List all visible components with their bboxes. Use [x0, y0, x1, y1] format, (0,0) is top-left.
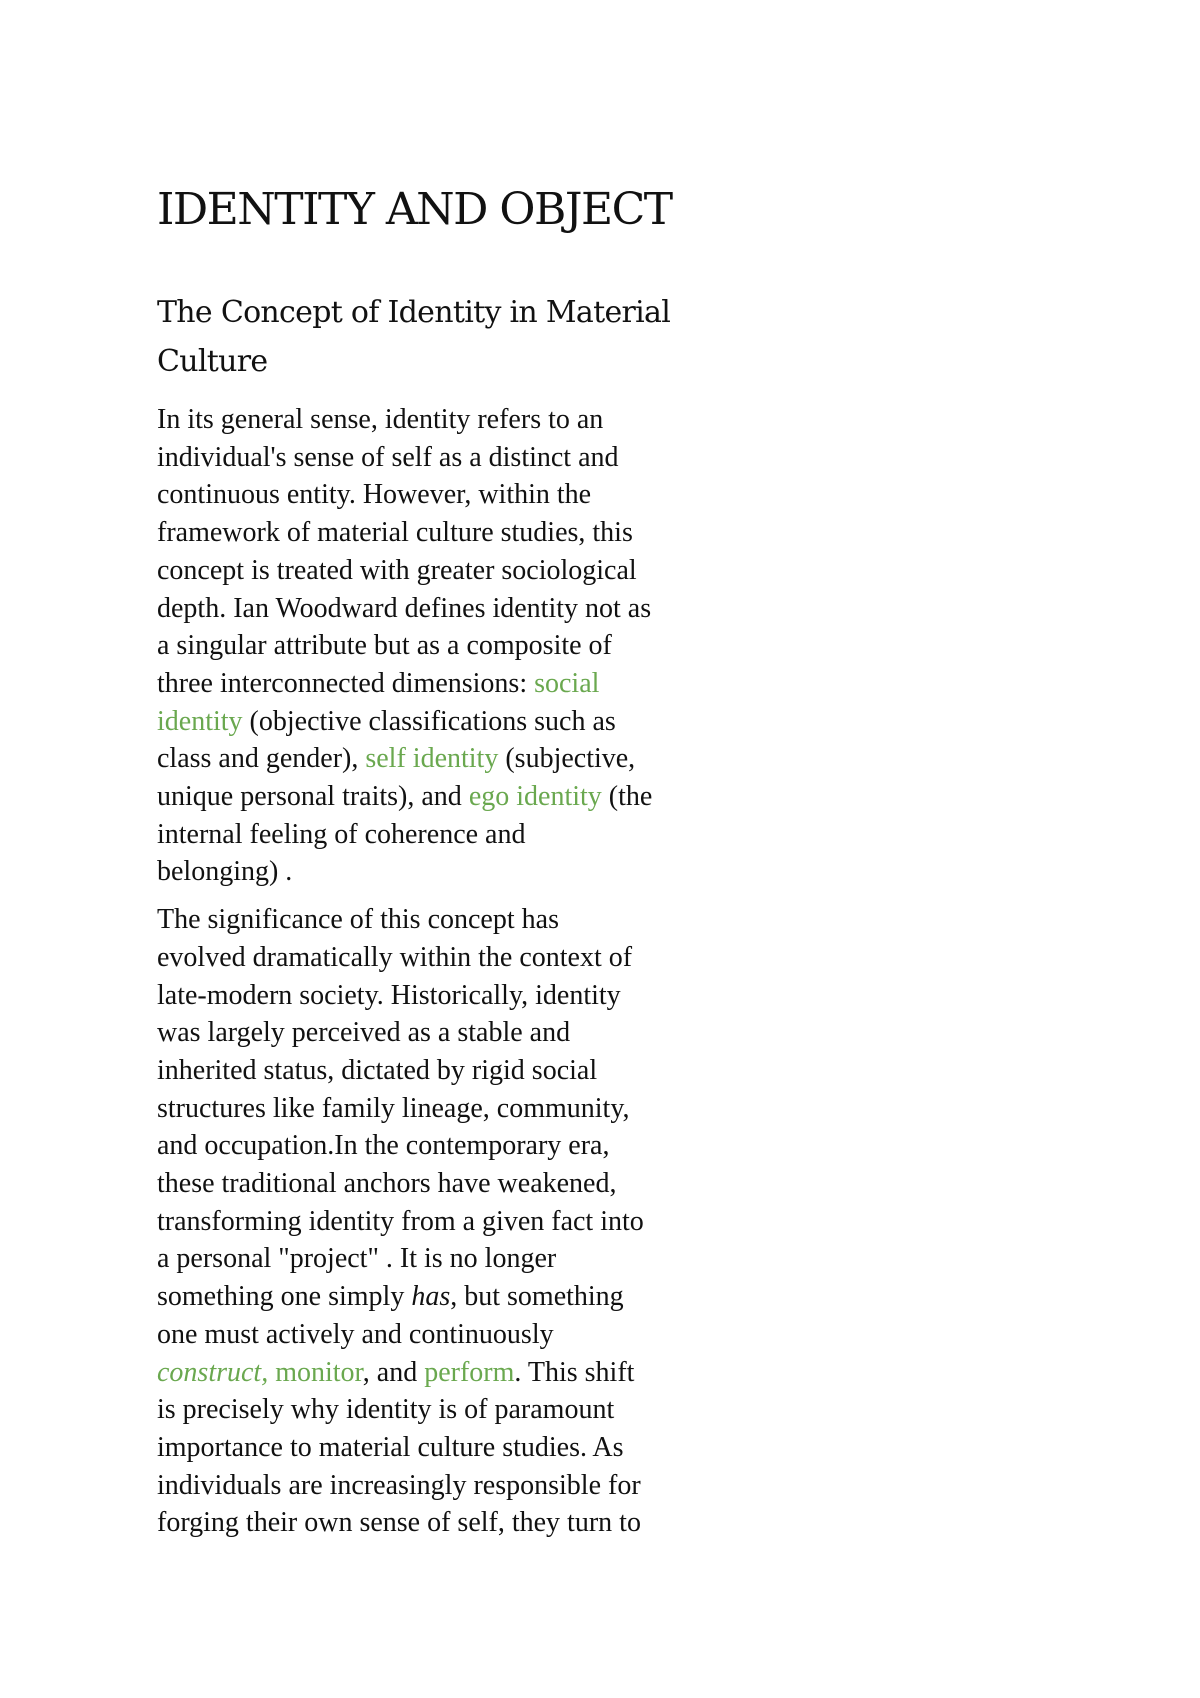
- highlight-social: social: [534, 667, 600, 699]
- document-title: IDENTITY AND OBJECT: [157, 184, 672, 235]
- text-run: , but something: [450, 1281, 624, 1313]
- paragraph-2-line-15: importance to material culture studies. As: [157, 1431, 624, 1463]
- paragraph-2-line-11: [157, 1278, 727, 1316]
- text-run: three interconnected dimensions:: [157, 667, 535, 699]
- paragraph-1-line-6: depth. Ian Woodward defines identity not as: [157, 592, 652, 624]
- paragraph-2-line-2: evolved dramatically within the context of: [157, 941, 633, 973]
- paragraph-2-line-3: late-modern society. Historically, identity: [157, 979, 621, 1011]
- section-heading-line-1: The Concept of Identity in Material: [157, 295, 671, 330]
- paragraph-2-line-1: The significance of this concept has: [157, 904, 559, 936]
- highlight-ego-identity: ego identity: [468, 781, 602, 813]
- paragraph-2-line-14: is precisely why identity is of paramount: [157, 1394, 615, 1426]
- paragraph-2-line-9: transforming identity from a given fact into: [157, 1205, 644, 1237]
- paragraph-2-line-4: was largely perceived as a stable and: [157, 1017, 571, 1049]
- paragraph-1-line-11: [157, 778, 727, 816]
- text-run: . This shift: [514, 1356, 635, 1388]
- paragraph-1-line-1: In its general sense, identity refers to an: [157, 404, 604, 435]
- paragraph-1-line-7: a singular attribute but as a composite of: [157, 630, 612, 662]
- paragraph-2-line-8: these traditional anchors have weakened,: [157, 1168, 617, 1200]
- text-run: class and gender),: [157, 743, 366, 775]
- text-run: (subjective,: [498, 743, 636, 775]
- paragraph-1-line-8: [157, 665, 727, 703]
- paragraph-1-line-10: [157, 740, 727, 778]
- paragraph-1-line-13: belonging) .: [157, 856, 293, 888]
- paragraph-1-line-9: [157, 703, 727, 741]
- paragraph-2-line-5: inherited status, dictated by rigid social: [157, 1054, 598, 1086]
- paragraph-2-line-13: [157, 1354, 727, 1392]
- paragraph-2-line-10: a personal "project" . It is no longer: [157, 1243, 557, 1275]
- text-run: (the: [601, 781, 653, 813]
- paragraph-2-line-6: structures like family lineage, community,: [157, 1092, 630, 1124]
- paragraph-2-line-16: individuals are increasingly responsible for: [157, 1469, 641, 1501]
- paragraph-1-line-4: framework of material culture studies, this: [157, 517, 633, 549]
- highlight-construct: construct,: [157, 1356, 269, 1388]
- section-heading-line-2: Culture: [157, 344, 268, 379]
- paragraph-1: [157, 401, 727, 891]
- paragraph-1-line-3: continuous entity. However, within the: [157, 479, 592, 511]
- text-run: (objective classifications such as: [242, 705, 616, 737]
- paragraph-1-line-12: internal feeling of coherence and: [157, 818, 526, 850]
- paragraph-2-line-12: one must actively and continuously: [157, 1318, 554, 1350]
- highlight-monitor: monitor: [275, 1356, 363, 1388]
- highlight-perform: perform: [424, 1356, 515, 1388]
- document-content: [157, 180, 727, 1542]
- paragraph-2-line-7: and occupation.In the contemporary era,: [157, 1130, 610, 1162]
- text-run: unique personal traits), and: [157, 781, 469, 813]
- paragraph-2: [157, 901, 727, 1542]
- paragraph-1-line-2: individual's sense of self as a distinct and: [157, 441, 619, 473]
- paragraph-2-line-17: forging their own sense of self, they turn to: [157, 1507, 641, 1539]
- text-run: something one simply: [157, 1281, 412, 1313]
- paragraph-1-line-5: concept is treated with greater sociological: [157, 554, 637, 586]
- highlight-social-identity: identity: [157, 705, 243, 737]
- text-run: , and: [362, 1356, 425, 1388]
- section-heading: [157, 288, 717, 386]
- italic-has: has: [411, 1281, 451, 1313]
- highlight-self-identity: self identity: [365, 743, 499, 775]
